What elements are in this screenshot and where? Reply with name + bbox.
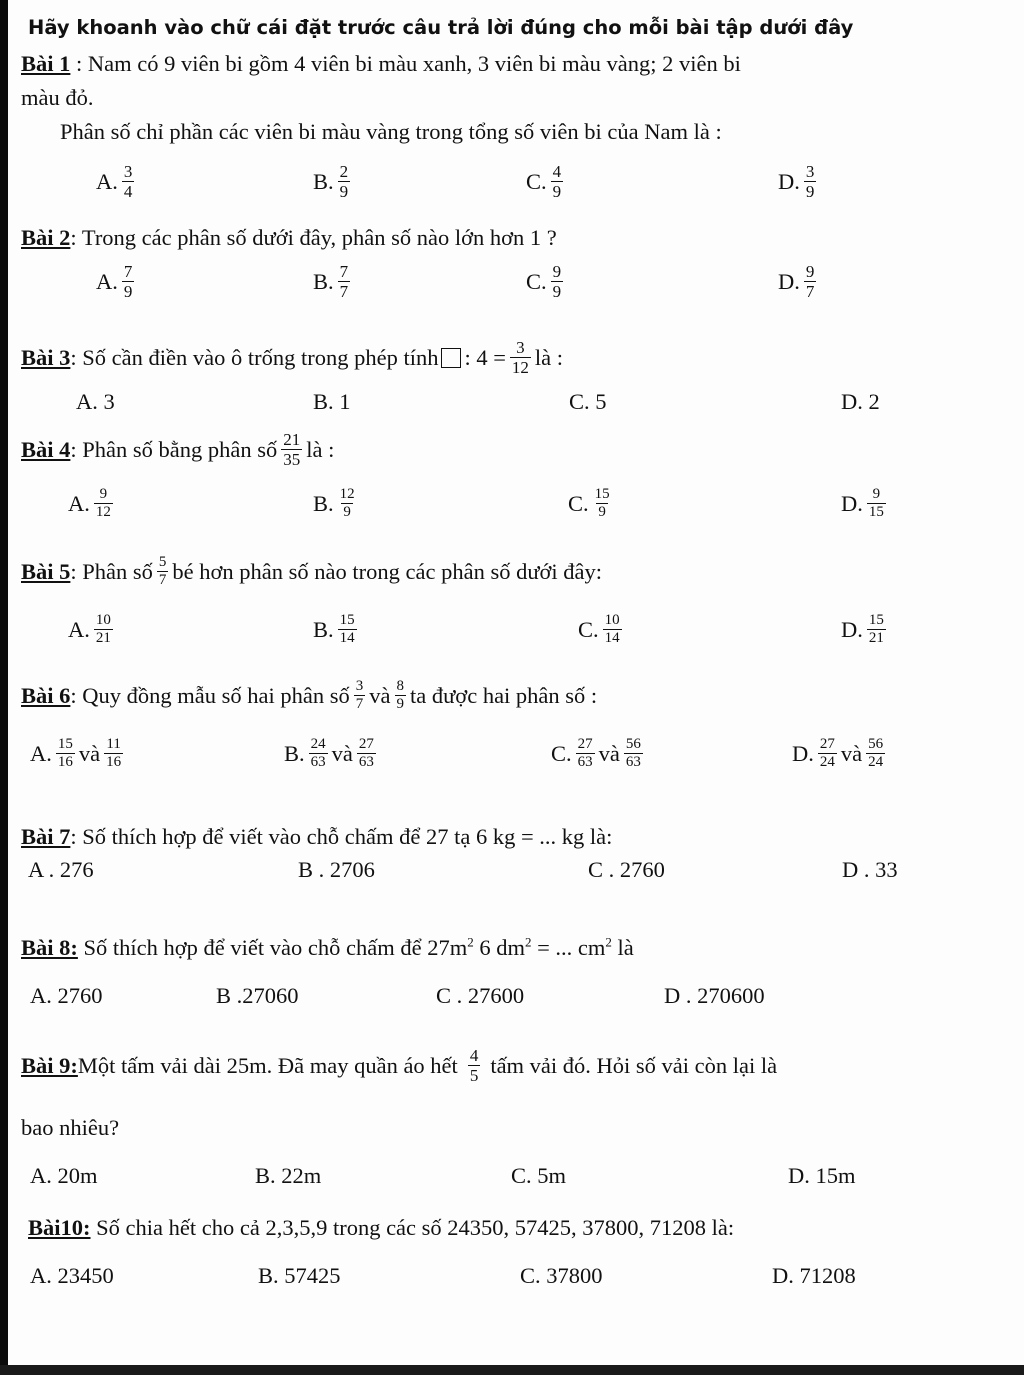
option-and: và [840,740,863,766]
superscript: 2 [467,934,474,950]
q7-option-d[interactable]: D . 33 [842,857,898,882]
option-letter: A. [68,490,90,516]
question-1-line-1 [21,50,741,78]
option-fraction: 12 9 [339,486,355,520]
question-4-fraction: 21 35 [283,430,301,469]
question-3-equation: : 4 = [464,344,506,370]
question-6-line [21,678,597,713]
q1-option-b[interactable] [313,162,354,201]
option-fraction: 7 9 [123,262,133,301]
question-10-text: Số chia hết cho cả 2,3,5,9 trong các số 24350, 57425, 37800, 71208 là: [90,1215,735,1240]
q10-option-a[interactable]: A. 23450 [30,1263,114,1288]
question-3-line [21,338,563,377]
question-9-label: Bài 9: [21,1052,78,1078]
question-8-tail: là [611,935,634,960]
q10-option-b[interactable]: B. 57425 [258,1263,341,1288]
option-fraction-1: 27 24 [819,736,835,770]
q7-option-b[interactable]: B . 2706 [298,857,375,882]
q9-option-b[interactable]: B. 22m [255,1163,322,1188]
q3-option-a[interactable]: A. 3 [76,389,115,414]
scan-bottom-edge [0,1365,1024,1375]
option-and: và [78,740,101,766]
option-fraction: 15 14 [339,612,355,646]
option-fraction: 15 21 [868,612,884,646]
option-fraction-2: 56 63 [625,736,641,770]
option-letter: B. [313,168,334,194]
option-fraction-2: 56 24 [868,736,884,770]
question-4-line [21,430,334,469]
option-letter: D. [778,168,800,194]
option-letter: C. [568,490,589,516]
option-fraction: 4 9 [552,162,562,201]
option-letter: B. [313,490,334,516]
question-5-text: : Phân số [70,558,153,584]
question-2-line [21,224,557,252]
q10-option-c[interactable]: C. 37800 [520,1263,603,1288]
q3-option-c[interactable]: C. 5 [569,389,607,414]
question-6-tail: ta được hai phân số : [410,682,598,708]
question-5-label: Bài 5 [21,558,71,584]
option-letter: B. [284,740,305,766]
q2-option-d[interactable] [778,262,820,301]
question-8-text-3: = ... cm [531,935,606,960]
question-4-label: Bài 4 [21,436,71,462]
question-4-tail: là : [306,436,335,462]
option-and: và [331,740,353,766]
option-fraction: 9 15 [868,486,884,520]
option-letter: B. [313,268,334,294]
question-10-line [28,1214,734,1242]
q7-option-a[interactable]: A . 276 [28,857,94,882]
q4-option-b[interactable] [313,486,361,521]
option-letter: C. [551,740,572,766]
question-6-label: Bài 6 [21,682,71,708]
q6-option-d[interactable] [792,736,889,771]
question-3-text: : Số cần điền vào ô trống trong phép tính [70,344,439,370]
q7-option-c[interactable]: C . 2760 [588,857,665,882]
q5-option-c[interactable] [578,612,626,647]
superscript: 2 [605,934,612,950]
question-9-text-2: tấm vải đó. Hỏi số vải còn lại là [490,1052,778,1078]
q5-option-a[interactable] [68,612,117,647]
option-letter: A. [30,740,52,766]
option-letter: B. [313,616,334,642]
option-letter: D. [792,740,814,766]
question-9-fraction: 4 5 [469,1046,479,1085]
scan-left-edge [0,0,8,1375]
option-letter: C. [526,168,547,194]
q6-option-c[interactable] [551,736,647,771]
q8-option-d[interactable]: D . 270600 [664,983,765,1008]
q9-option-a[interactable]: A. 20m [30,1163,98,1188]
q6-option-b[interactable] [284,736,380,771]
option-letter: C. [526,268,547,294]
question-6-fraction-1: 3 7 [355,678,364,712]
q8-option-a[interactable]: A. 2760 [30,983,103,1008]
option-fraction-1: 15 16 [57,736,73,770]
question-7-label: Bài 7 [21,824,71,849]
q4-option-a[interactable] [68,486,117,521]
option-fraction: 9 7 [805,262,815,301]
q8-option-c[interactable]: C . 27600 [436,983,525,1008]
q3-option-b[interactable]: B. 1 [313,389,351,414]
option-fraction: 3 4 [123,162,133,201]
option-letter: D. [841,490,863,516]
option-fraction: 3 9 [805,162,815,201]
option-fraction: 10 14 [604,612,620,646]
question-5-fraction: 5 7 [158,554,167,588]
q5-option-d[interactable] [841,612,890,647]
q9-option-d[interactable]: D. 15m [788,1163,856,1188]
question-6-text: : Quy đồng mẫu số hai phân số [70,682,350,708]
question-1-text: : Nam có 9 viên bi gồm 4 viên bi màu xanh, 3 viên bi màu vàng; 2 viên bi [70,51,741,76]
blank-box [441,348,461,368]
question-9-text: Một tấm vải dài 25m. Đã may quần áo hết [77,1052,458,1078]
q4-option-c[interactable] [568,486,616,521]
option-fraction-2: 11 16 [106,736,122,770]
q5-option-b[interactable] [313,612,361,647]
option-letter: A. [96,168,118,194]
q4-option-d[interactable] [841,486,890,521]
option-fraction: 9 9 [552,262,562,301]
question-2-label: Bài 2 [21,225,71,250]
q2-option-b[interactable] [313,262,354,301]
question-3-fraction: $\frac{3}{12}$ [511,338,529,377]
option-and: và [598,740,620,766]
question-1-line-3: Phân số chỉ phần các viên bi màu vàng trong tổng số viên bi của Nam là : [60,119,722,144]
q6-option-a[interactable] [30,736,127,771]
option-fraction: 2 9 [339,162,349,201]
q10-option-d[interactable]: D. 71208 [772,1263,856,1288]
option-fraction: 15 9 [594,486,610,520]
option-fraction: 10 21 [95,612,111,646]
question-3-tail: là : [534,344,564,370]
option-fraction-1: 24 63 [310,736,326,770]
question-6-and: và [369,682,391,708]
q2-option-a[interactable] [96,262,138,301]
superscript: 2 [524,934,532,950]
question-9-line-2: bao nhiêu? [21,1115,120,1140]
option-letter: D. [841,616,863,642]
question-8-label: Bài 8: [21,935,78,960]
q2-option-c[interactable] [526,262,567,301]
question-7-text: : Số thích hợp để viết vào chỗ chấm để 27 tạ 6 kg = ... kg là: [70,824,613,849]
question-7-line [21,823,612,851]
question-6-fraction-2: 8 9 [396,678,404,712]
question-3-label: Bài 3 [21,344,71,370]
q8-option-b[interactable]: B .27060 [216,983,299,1008]
question-1-label: Bài 1 [21,51,71,76]
q9-option-c[interactable]: C. 5m [511,1163,567,1188]
question-2-text: : Trong các phân số dưới đây, phân số nào lớn hơn 1 ? [70,225,557,250]
question-5-tail: bé hơn phân số nào trong các phân số dưới đây: [172,558,603,584]
option-fraction-2: 27 63 [358,736,374,770]
option-letter: C. [578,616,599,642]
q3-option-d[interactable]: D. 2 [841,389,880,414]
question-5-line [21,554,602,589]
question-8-line [21,934,634,962]
q1-option-d[interactable] [778,162,820,201]
worksheet-heading: Hãy khoanh vào chữ cái đặt trước câu trả lời đúng cho mỗi bài tập dưới đây [28,16,854,39]
question-8-text-2: 6 dm [473,935,525,960]
option-letter: A. [68,616,90,642]
option-fraction: 7 7 [339,262,349,301]
option-fraction-1: 27 63 [577,736,593,770]
question-9-line-1 [21,1046,777,1085]
question-4-text: : Phân số bằng phân số [70,436,278,462]
option-letter: D. [778,268,800,294]
question-10-label: Bài10: [28,1215,91,1240]
worksheet-page [8,0,1024,1365]
option-letter: A. [96,268,118,294]
option-fraction: 9 12 [95,486,111,520]
question-1-line-2: màu đỏ. [21,85,94,110]
q1-option-c[interactable] [526,162,567,201]
q1-option-a[interactable] [96,162,138,201]
question-8-text: Số thích hợp để viết vào chỗ chấm để 27m [77,935,468,960]
